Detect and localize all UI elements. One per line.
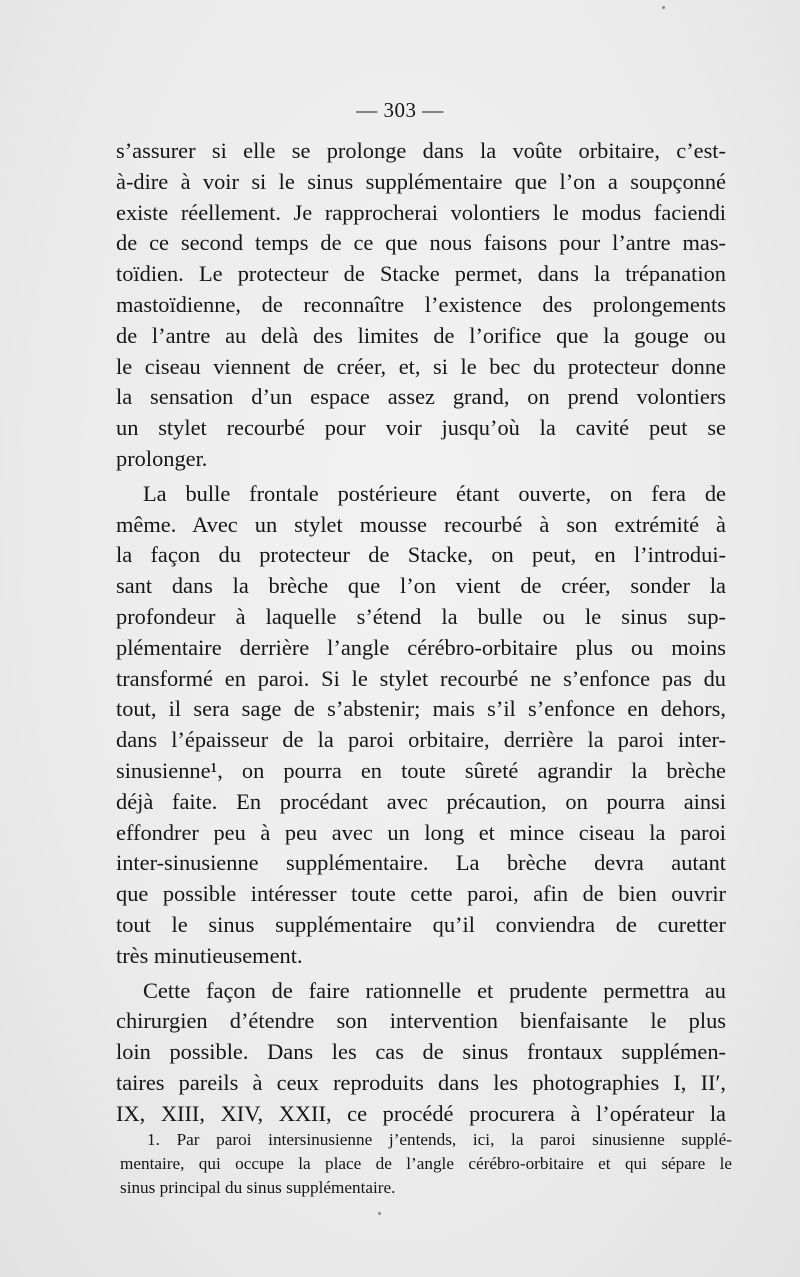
text-line: loin possible. Dans les cas de sinus frontaux supplémen- [116,1039,726,1065]
text-line: dans l’épaisseur de la paroi orbitaire, derrière la paroi inter- [116,727,726,753]
text-line: déjà faite. En procédant avec précaution, on pourra ainsi [116,788,726,814]
text-line: même. Avec un stylet mousse recourbé à son extrémité à [116,511,726,537]
text-line: tout, il sera sage de s’abstenir; mais s’il s’enfonce en dehors, [116,696,726,722]
text-line: que possible intéresser toute cette paroi, afin de bien ouvrir [116,881,726,907]
paragraph-2 [116,479,726,972]
paragraph-3 [116,976,726,1130]
print-speck [662,6,665,9]
footnote-line: mentaire, qui occupe la place de l’angle cérébro-orbitaire et qui sépare le [120,1154,732,1173]
text-line: toïdien. Le protecteur de Stacke permet, dans la trépanation [116,261,726,287]
text-line: IX, XIII, XIV, XXII, ce procédé procurera à l’opérateur la [116,1100,726,1126]
text-line: transformé en paroi. Si le stylet recourbé ne s’enfonce pas du [116,665,726,691]
text-line: profondeur à laquelle s’étend la bulle ou le sinus sup- [116,603,726,629]
print-speck [378,1212,381,1215]
text-line: mastoïdienne, de reconnaître l’existence des prolongements [116,291,726,317]
text-line: effondrer peu à peu avec un long et mince ciseau la paroi [116,819,726,845]
text-line: un stylet recourbé pour voir jusqu’où la cavité peut se [116,415,726,441]
text-line: de l’antre au delà des limites de l’orifice que la gouge ou [116,322,726,348]
text-line: à-dire à voir si le sinus supplémentaire que l’on a soupçonné [116,168,726,194]
text-line: tout le sinus supplémentaire qu’il conviendra de curetter [116,911,726,937]
text-line: très minutieusement. [116,942,303,968]
text-line: taires pareils à ceux reproduits dans les photographies I, II′, [116,1069,726,1095]
text-line: La bulle frontale postérieure étant ouverte, on fera de [143,480,726,506]
text-line: sant dans la brèche que l’on vient de créer, sonder la [116,573,726,599]
text-line: la sensation d’un espace assez grand, on prend volontiers [116,384,726,410]
text-line: la façon du protecteur de Stacke, on peut, en l’introdui- [116,542,726,568]
text-line: plémentaire derrière l’angle cérébro-orbitaire plus ou moins [116,634,726,660]
paragraph-1 [116,136,726,475]
text-line: existe réellement. Je rapprocherai volontiers le modus faciendi [116,199,726,225]
footnote-line: sinus principal du sinus supplémentaire. [120,1178,396,1197]
footnote-line: 1. Par paroi intersinusienne j’entends, ici, la paroi sinusienne supplé- [147,1130,732,1149]
text-line: inter-sinusienne supplémentaire. La brèche devra autant [116,850,726,876]
text-line: le ciseau viennent de créer, et, si le bec du protecteur donne [116,353,726,379]
text-line: chirurgien d’étendre son intervention bienfaisante le plus [116,1008,726,1034]
footnote [120,1128,732,1200]
page-number: — 303 — [356,98,444,122]
body-text [116,136,726,1130]
text-line: prolonger. [116,445,208,471]
text-line: de ce second temps de ce que nous faisons pour l’antre mas- [116,230,726,256]
text-line: sinusienne¹, on pourra en toute sûreté agrandir la brèche [116,757,726,783]
text-line: Cette façon de faire rationnelle et prudente permettra au [143,977,726,1003]
text-line: s’assurer si elle se prolonge dans la voûte orbitaire, c’est- [116,138,726,163]
